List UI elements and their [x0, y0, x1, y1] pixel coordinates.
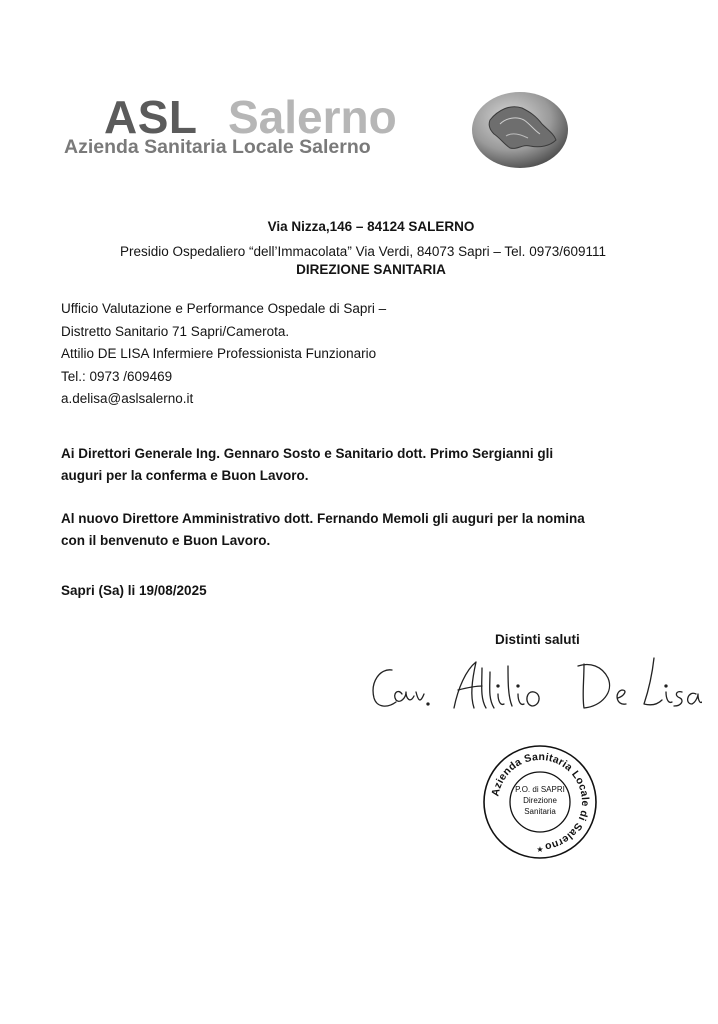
sender-name: Attilio DE LISA Infermiere Professionista Funzionario [61, 346, 377, 361]
presidio-line: Presidio Ospedaliero “dell’Immacolata” Via Verdi, 84073 Sapri – Tel. 0973/609111 [119, 244, 607, 259]
place-date: Sapri (Sa) li 19/08/2025 [61, 583, 207, 598]
paragraph-line: Ai Direttori Generale Ing. Gennaro Sosto e Sanitario dott. Primo Sergianni gli [61, 446, 554, 461]
paragraph-line: auguri per la conferma e Buon Lavoro. [61, 468, 309, 483]
stamp-ring-text: Azienda Sanitaria Locale di Salerno [489, 750, 592, 853]
closing-salutation: Distinti saluti [495, 632, 580, 647]
paragraph-line: Al nuovo Direttore Amministrativo dott. Fernando Memoli gli auguri per la nomina [61, 511, 585, 526]
paragraph-directors [61, 443, 661, 487]
handwritten-signature [362, 648, 702, 728]
logo-subtitle: Azienda Sanitaria Locale Salerno [64, 136, 371, 158]
sender-phone: Tel.: 0973 /609469 [61, 368, 173, 384]
address-line: Via Nizza,146 – 84124 SALERNO [267, 219, 475, 234]
sender-office: Ufficio Valutazione e Performance Ospedale di Sapri – [61, 301, 387, 316]
sender-district: Distretto Sanitario 71 Sapri/Camerota. [61, 323, 290, 339]
stamp-star-icon: ★ [536, 845, 544, 854]
stamp-center-line: P.O. di SAPRI [515, 785, 565, 794]
sender-email: a.delisa@aslsalerno.it [61, 391, 194, 406]
logo-city: Salerno [228, 91, 397, 143]
stamp-center-line: Sanitaria [524, 807, 556, 816]
stamp-center-line: Direzione [523, 796, 557, 805]
logo-acronym: ASL [104, 91, 198, 143]
department-title: DIREZIONE SANITARIA [296, 262, 446, 277]
asl-logo [62, 90, 582, 180]
paragraph-line: con il benvenuto e Buon Lavoro. [61, 533, 271, 548]
paragraph-administrative [61, 508, 661, 552]
sender-block [61, 298, 386, 411]
region-map-icon [470, 90, 570, 170]
official-stamp [480, 742, 600, 862]
